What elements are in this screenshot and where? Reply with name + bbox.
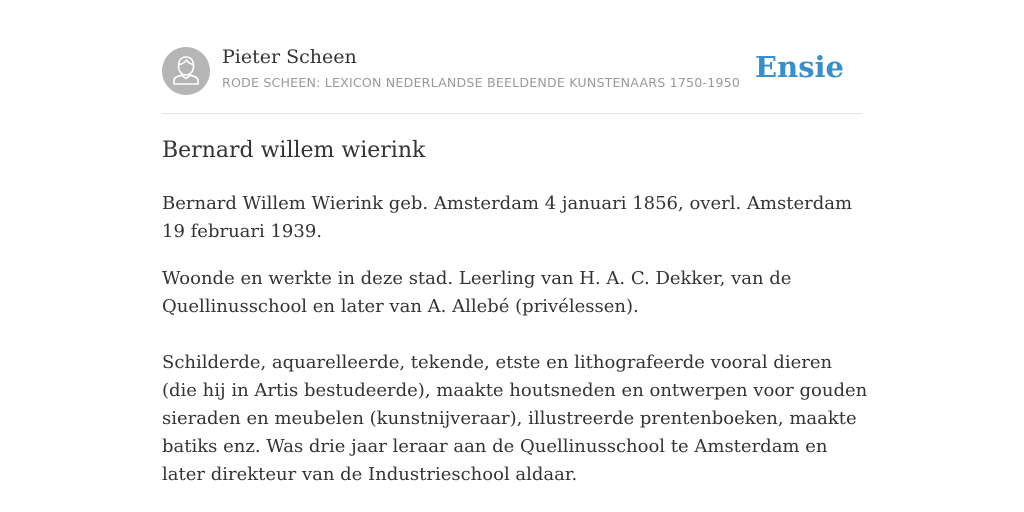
user-icon	[162, 47, 210, 95]
article-title: Bernard willem wierink	[162, 138, 426, 163]
author-avatar[interactable]	[162, 47, 210, 95]
source-lexicon[interactable]: RODE SCHEEN: LEXICON NEDERLANDSE BEELDENDE KUNSTENAARS 1750-1950	[222, 75, 741, 90]
ensie-logo[interactable]: Ensie	[755, 50, 844, 84]
article-paragraph-3: Schilderde, aquarelleerde, tekende, etste en lithografeerde vooral dieren (die hij in Artis bestudeerde), maakte houtsneden en ontwerpen voor gouden sieraden en meubelen (kunstnijveraar), illustreerde prentenboeken, maakte batiks enz. Was drie jaar leraar aan de Quellinusschool te Amsterdam en later direkteur van de Industrieschool aldaar.	[162, 352, 868, 485]
header-divider	[162, 113, 862, 114]
author-name[interactable]: Pieter Scheen	[222, 46, 357, 68]
author-header	[162, 46, 862, 96]
article-paragraph-2: Woonde en werkte in deze stad. Leerling van H. A. C. Dekker, van de Quellinusschool en later van A. Allebé (privélessen).	[162, 268, 792, 317]
article-paragraph-1: Bernard Willem Wierink geb. Amsterdam 4 januari 1856, overl. Amsterdam 19 februari 1939.	[162, 193, 853, 242]
